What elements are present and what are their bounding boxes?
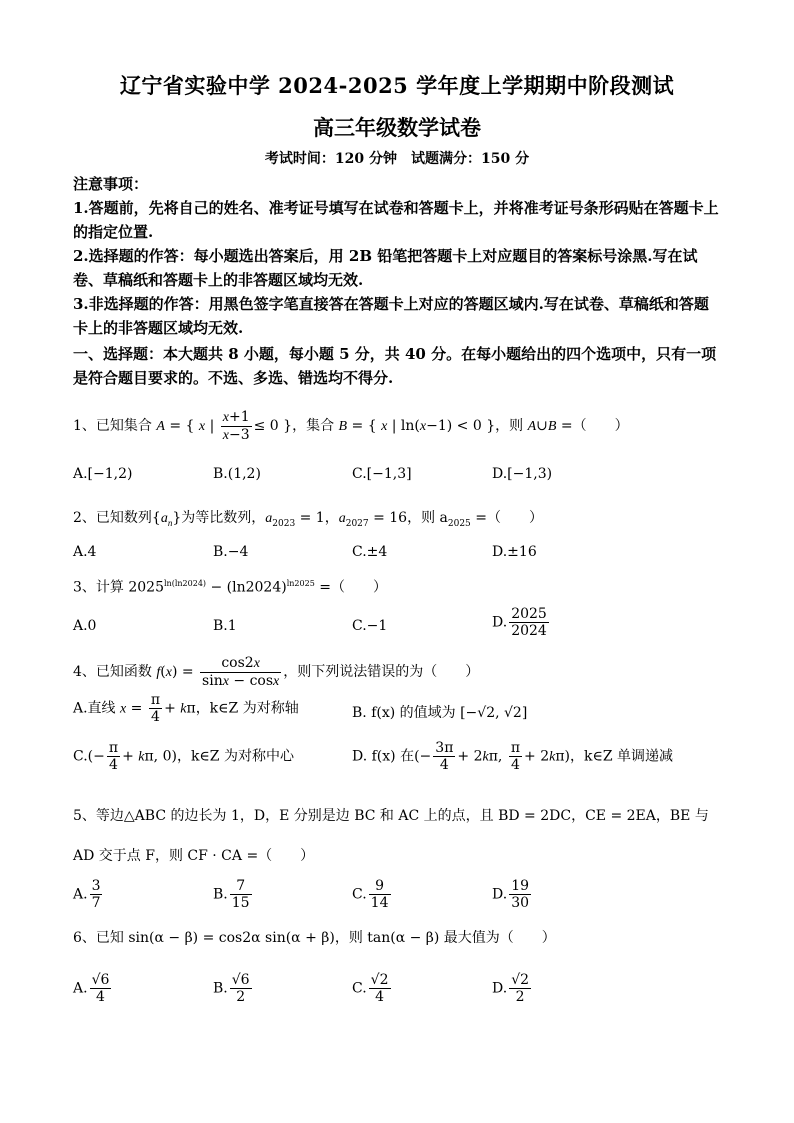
option-d[interactable]: D. f(x) 在(− $\frac{3\pi}{4}$ + 2kπ, $\frac{\pi}{4}$ + 2kπ)，k∈Z 单调递减	[352, 740, 674, 773]
option-c[interactable]: C. $\frac{9}{14}$	[352, 878, 389, 911]
option-a[interactable]: A.直线 x = $\frac{\pi}{4}$ + kπ，k∈Z 为对称轴	[73, 692, 299, 725]
question-5-options	[73, 878, 723, 918]
option-c[interactable]: C. $\frac{√2}{4}$	[352, 972, 389, 1005]
question-4: 4、已知函数 f(x) = $\frac{\cos 2x}{\sin x - \cos x}$ ，则下列说法错误的为（ ）	[73, 654, 480, 689]
option-c[interactable]: C.[−1,3]	[352, 466, 412, 482]
notes-heading: 注意事项：	[73, 175, 149, 193]
question-4-options-row2	[73, 740, 723, 780]
option-c[interactable]: C.±4	[352, 544, 388, 560]
option-c[interactable]: C.(− $\frac{\pi}{4}$ + kπ, 0)，k∈Z 为对称中心	[73, 740, 294, 773]
section-heading: 一、选择题：本大题共 8 小题，每小题 5 分，共 40 分。在每小题给出的四个选项中，只有一项是符合题目要求的。不选、多选、错选均不得分.	[73, 345, 717, 387]
option-d[interactable]: D.±16	[492, 544, 537, 560]
option-a[interactable]: A.[−1,2)	[73, 466, 133, 482]
option-a[interactable]: A. $\frac{√6}{4}$	[73, 972, 110, 1005]
option-b[interactable]: B.−4	[213, 544, 249, 560]
option-d[interactable]: D.[−1,3)	[492, 466, 553, 482]
question-3-options	[73, 606, 723, 646]
question-5-line-1: 5、等边△ABC 的边长为 1，D，E 分别是边 BC 和 AC 上的点，且 BD = 2DC，CE = 2EA，BE 与	[73, 808, 709, 824]
question-1: 1、已知集合 A = { x | $\frac{x+1}{x-3}$ ≤ 0 }，集合 B = { x | ln(x−1) < 0 }，则 A∪B =（ ）	[73, 408, 629, 443]
question-1-options	[73, 466, 723, 488]
note-item-2: 2.选择题的作答：每小题选出答案后，用 2B 铅笔把答题卡上对应题目的答案标号涂黑.写在试卷、草稿纸和答题卡上的非答题区域均无效.	[73, 247, 698, 289]
exam-subtitle: 高三年级数学试卷	[313, 115, 481, 140]
option-a[interactable]: A.0	[73, 618, 97, 634]
exam-title: 辽宁省实验中学 2024-2025 学年度上学期期中阶段测试	[119, 73, 675, 98]
option-a[interactable]: A. $\frac{3}{7}$	[73, 878, 101, 911]
question-5-line-2: AD 交于点 F，则 CF · CA =（ ）	[73, 848, 315, 864]
note-item-1: 1.答题前，先将自己的姓名、准考证号填写在试卷和答题卡上，并将准考证号条形码贴在答题卡上的指定位置.	[73, 199, 719, 241]
question-6-options	[73, 972, 723, 1012]
question-4-options-row1	[73, 692, 723, 732]
question-2: 2、已知数列$\{a_n\}$为等比数列，$a_{2023} = 1$，$a_{2027} = 16$，则 $a_{2025}$ =（ ）	[73, 510, 543, 529]
option-b[interactable]: B. $\frac{7}{15}$	[213, 878, 250, 911]
option-c[interactable]: C.−1	[352, 618, 388, 634]
question-6: 6、已知 sin(α − β) = cos2α sin(α + β)，则 tan(α − β) 最大值为（ ）	[73, 930, 556, 946]
option-a[interactable]: A.4	[73, 544, 97, 560]
exam-info: 考试时间：120 分钟 试题满分：150 分	[264, 151, 530, 167]
question-2-options	[73, 544, 723, 566]
option-b[interactable]: B. f(x) 的值域为 [−√2, √2]	[352, 705, 528, 721]
option-d[interactable]: D. $\frac{√2}{2}$	[492, 972, 530, 1005]
option-b[interactable]: B. $\frac{√6}{2}$	[213, 972, 250, 1005]
option-d[interactable]: D. $\frac{19}{30}$	[492, 878, 530, 911]
option-b[interactable]: B.1	[213, 618, 237, 634]
question-3: 3、计算 $2025^{ln(ln2024)} - (\ln 2024)^{ln2025}$ =（ ）	[73, 579, 387, 596]
note-item-3: 3.非选择题的作答：用黑色签字笔直接答在答题卡上对应的答题区域内.写在试卷、草稿纸和答题卡上的非答题区域均无效.	[73, 295, 709, 337]
option-d[interactable]: D. $\frac{2025}{2024}$	[492, 606, 547, 639]
option-b[interactable]: B.(1,2)	[213, 466, 261, 482]
